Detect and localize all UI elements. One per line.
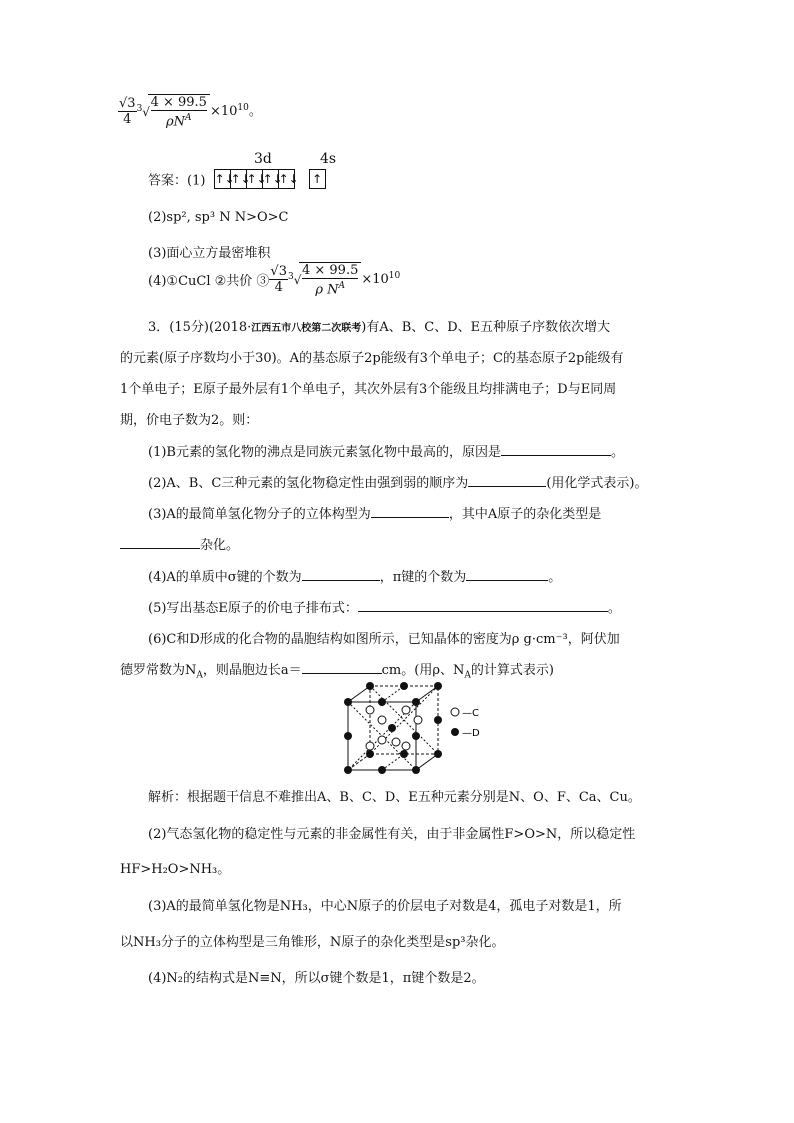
answer-blank-3b[interactable] xyxy=(120,534,200,549)
answer-blank-4a[interactable] xyxy=(302,566,380,581)
answer-4: (4)①CuCl ②共价 ③ $\frac{√3}{4}$ $^3$√ $\frac{4 \times 99.5}{\rho N^A}$ $\times 10^{10}$ xyxy=(148,263,401,298)
answer-blank-1[interactable] xyxy=(501,441,611,456)
answer-2: (2)sp², sp³ N N>O>C xyxy=(148,210,289,225)
exponent: 10 xyxy=(237,102,249,113)
crystal-cell-diagram xyxy=(330,680,500,776)
part-3-cont: 杂化。 xyxy=(120,534,239,553)
cube-root-index: $^3$√ xyxy=(136,104,150,120)
radicand-den: $\rho N^A$ xyxy=(165,113,192,130)
answer-blank-6[interactable] xyxy=(302,659,382,674)
part-5: (5)写出基态E原子的价电子排布式： 。 xyxy=(148,597,621,616)
orbital-3d-4: ↑↓ xyxy=(262,172,283,186)
analysis-line-5: 以NH₃分子的立体构型是三角锥形，N原子的杂化类型是sp³杂化。 xyxy=(120,935,505,950)
label-3d: 3d xyxy=(254,151,272,167)
times-ten: ×10 xyxy=(209,104,238,120)
legend-d-text: —D xyxy=(462,728,480,739)
analysis-line-4: (3)A的最简单氢化物是NH₃，中心N原子的价层电子对数是4，孤电子对数是1，所 xyxy=(148,899,622,914)
part-6-line-2: 德罗常数为$N_A$，则晶胞边长a＝ cm。(用ρ、$N_A$的计算式表示) xyxy=(120,659,554,681)
radicand-num: 4 × 99.5 xyxy=(150,95,207,110)
q3-line-2: 的元素(原子序数均小于30)。A的基态原子2p能级有3个单电子；C的基态原子2p能级有 xyxy=(120,351,624,366)
answer-blank-4b[interactable] xyxy=(466,566,548,581)
coef-den: 4 xyxy=(123,112,132,128)
part-2: (2)A、B、C三种元素的氢化物稳定性由强到弱的顺序为 (用化学式表示)。 xyxy=(148,472,647,491)
top-formula: $\frac{√3}{4}$ $^3$√ $\frac{4 \times 99.5}{\rho N^A}$ $\times 10^{10}$。 xyxy=(119,95,262,130)
radicand xyxy=(148,94,210,129)
analysis-line-2: (2)气态氢化物的稳定性与元素的非金属性有关，由于非金属性F>O>N，所以稳定性 xyxy=(148,827,636,842)
coef-num: √3 xyxy=(119,96,136,112)
answer-blank-2[interactable] xyxy=(468,472,546,487)
part-1: (1)B元素的氢化物的沸点是同族元素氢化物中最高的，原因是 。 xyxy=(148,441,624,460)
label-4s: 4s xyxy=(320,151,337,167)
orbital-3d-1: ↑↓ xyxy=(214,172,235,186)
d-atoms xyxy=(344,682,442,774)
part-3: (3)A的最简单氢化物分子的立体构型为 ，其中A原子的杂化类型是 xyxy=(148,503,601,522)
orbital-4s-1: ↑ xyxy=(312,172,323,186)
legend-d-marker xyxy=(451,728,459,736)
analysis-line-6: (4)N₂的结构式是N≡N，所以σ键个数是1，π键个数是2。 xyxy=(148,971,485,986)
a4-radicand: $\frac{4 \times 99.5}{\rho N^A}$ xyxy=(299,262,361,297)
legend-c-text: —C xyxy=(462,708,479,719)
analysis-line-1: 解析：根据题干信息不难推出A、B、C、D、E五种元素分别是N、O、F、Ca、Cu。 xyxy=(148,790,641,805)
answer-label: 答案：(1) xyxy=(148,173,206,189)
question-source: 江西五市八校第二次联考 xyxy=(251,323,362,334)
orbital-3d-box xyxy=(214,169,299,189)
analysis-line-3: HF>H₂O>NH₃。 xyxy=(120,862,231,877)
q3-line-3: 1个单电子；E原子最外层有1个单电子，其次外层有3个能级且均排满电子；D与E同周 xyxy=(120,382,617,397)
answer-blank-3a[interactable] xyxy=(371,503,449,518)
orbital-3d-3: ↑↓ xyxy=(246,172,267,186)
part-6-line-1: (6)C和D形成的化合物的晶胞结构如图所示，已知晶体的密度为ρ g·cm⁻³，阿伏加 xyxy=(148,632,620,647)
orbital-3d-5: ↑↓ xyxy=(278,172,299,186)
legend-c-marker xyxy=(451,708,459,716)
orbital-4s-box xyxy=(309,169,326,189)
q3-line-4: 期，价电子数为2。则： xyxy=(120,413,259,428)
coef-fraction xyxy=(118,96,137,127)
answer-3: (3)面心立方最密堆积 xyxy=(148,246,271,261)
a4-coef: $\frac{√3}{4}$ xyxy=(270,264,287,296)
part-4: (4)A的单质中σ键的个数为 ，π键的个数为 。 xyxy=(148,566,561,585)
answer-blank-5[interactable] xyxy=(358,597,608,612)
q3-line-1: 3．(15分)(2018·江西五市八校第二次联考)有A、B、C、D、E五种原子序数依次增大 xyxy=(148,320,611,335)
orbital-3d-2: ↑↓ xyxy=(230,172,251,186)
